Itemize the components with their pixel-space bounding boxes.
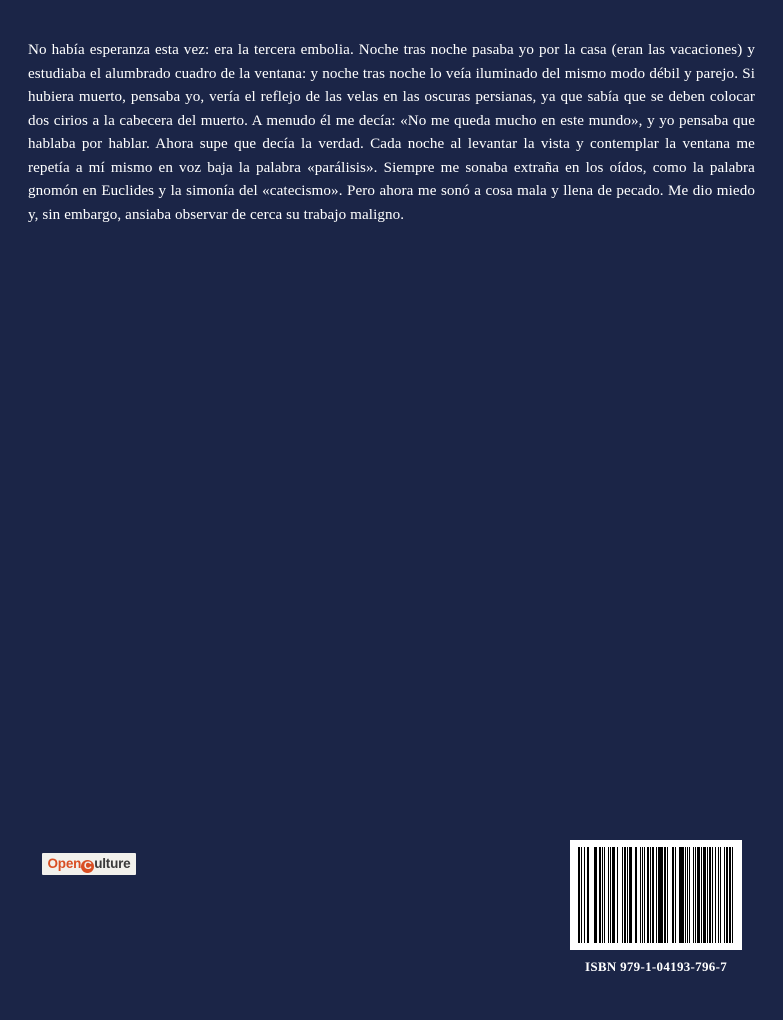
publisher-logo-text (47, 857, 130, 872)
openculture-logo (42, 853, 136, 875)
back-cover-blurb: No había esperanza esta vez: era la tercera embolia. Noche tras noche pasaba yo por la casa (eran las vacaciones) y estudiaba el alumbrado cuadro de la ventana: y noche tras noche lo veía iluminado del mismo modo débil y parejo. Si hubiera muerto, pensaba yo, vería el reflejo de las velas en las oscuras persianas, ya que sabía que se deben colocar dos cirios a la cabecera del muerto. A menudo él me decía: «No me queda mucho en este mundo», y yo pensaba que hablaba por hablar. Ahora supe que decía la verdad. Cada noche al levantar la vista y contemplar la ventana me repetía a mí mismo en voz baja la palabra «parálisis». Siempre me sonaba extraña en los oídos, como la palabra gnomón en Euclides y la simonía del «catecismo». Pero ahora me sonó a cosa mala y llena de pecado. Me dio miedo y, sin embargo, ansiaba observar de cerca su trabajo maligno. (28, 42, 755, 223)
barcode-bars (578, 847, 734, 943)
barcode-bar (733, 847, 735, 943)
publisher-name-part1: Open (47, 855, 82, 871)
isbn-label: ISBN 979-1-04193-796-7 (584, 959, 727, 974)
barcode-block (570, 840, 742, 975)
publisher-name-initial: C (81, 860, 94, 873)
isbn-barcode (570, 840, 742, 950)
publisher-name-part2: ulture (94, 855, 131, 871)
